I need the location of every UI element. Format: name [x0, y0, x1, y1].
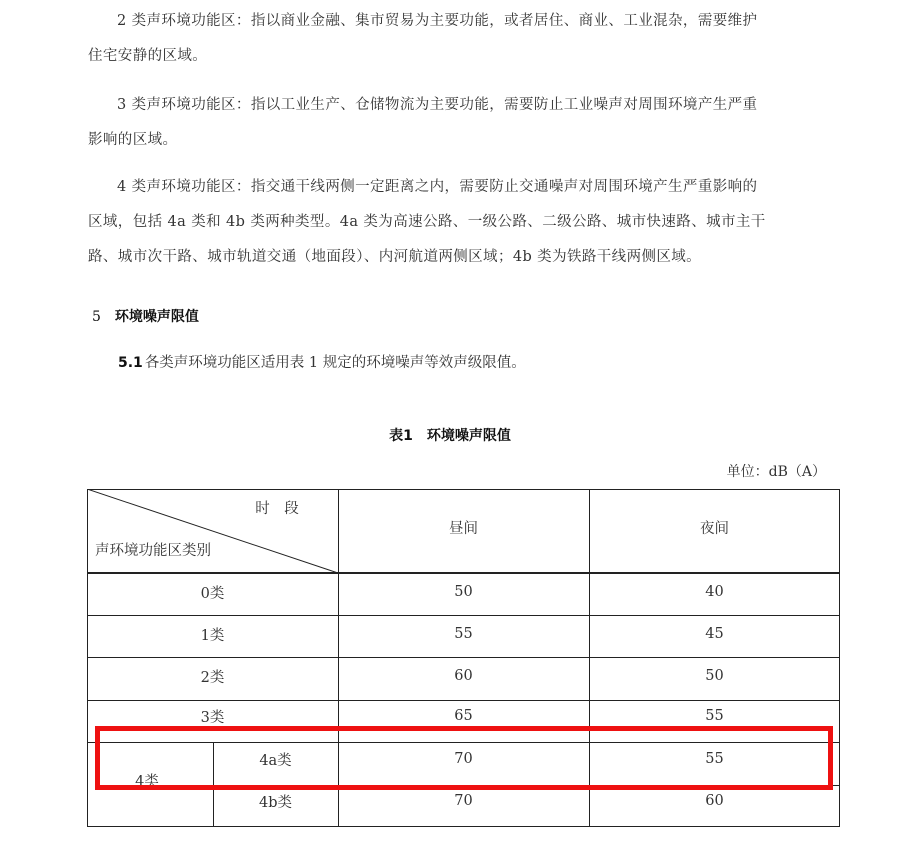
paragraph-class-2 — [88, 4, 833, 74]
row-0-night: 40 — [705, 584, 724, 600]
row-3-day: 65 — [454, 708, 473, 724]
table-border-bottom — [87, 826, 840, 827]
section-title-text: 环境噪声限值 — [114, 309, 199, 325]
paragraph-line: 路、城市次干路、城市轨道交通（地面段）、内河航道两侧区域；4b 类为铁路干线两侧区域。 — [88, 249, 702, 265]
row-0-day: 50 — [454, 584, 473, 600]
table-caption — [0, 425, 900, 445]
paragraph-class-3 — [88, 88, 833, 158]
paragraph-line: 住宅安静的区域。 — [88, 48, 208, 64]
clause-text: 各类声环境功能区适用表 1 规定的环境噪声等效声级限值。 — [144, 355, 526, 371]
table-caption-title: 环境噪声限值 — [426, 428, 511, 444]
paragraph-line: 3 类声环境功能区：指以工业生产、仓储物流为主要功能，需要防止工业噪声对周围环境产生严重 — [117, 97, 758, 113]
row-4b-night: 60 — [705, 793, 724, 809]
table-caption-number: 表1 — [389, 428, 413, 444]
header-night: 夜间 — [700, 520, 729, 537]
clause-5-1 — [118, 351, 526, 372]
row-3-category: 3类 — [200, 709, 225, 726]
row-2-night: 50 — [705, 668, 724, 684]
row-0-category: 0类 — [200, 585, 225, 602]
row-1-night: 45 — [705, 626, 724, 642]
paragraph-line: 4 类声环境功能区：指交通干线两侧一定距离之内，需要防止交通噪声对周围环境产生严重影响的 — [117, 179, 758, 195]
row-4a-night: 55 — [705, 751, 724, 767]
row-3-night: 55 — [705, 708, 724, 724]
row-4b-category: 4b类 — [258, 794, 292, 811]
table-unit: 单位：dB（A） — [726, 464, 826, 480]
paragraph-line: 2 类声环境功能区：指以商业金融、集市贸易为主要功能，或者居住、商业、工业混杂，需要维护 — [117, 13, 758, 29]
row-1-category: 1类 — [200, 627, 225, 644]
header-day: 昼间 — [449, 520, 478, 537]
row-4b-day: 70 — [454, 793, 473, 809]
row-2-day: 60 — [454, 668, 473, 684]
row-4a-day: 70 — [454, 751, 473, 767]
group-4-category: 4类 — [135, 773, 159, 790]
highlight-box-4a-row — [95, 726, 833, 790]
clause-number: 5.1 — [118, 355, 143, 371]
row-1-day: 55 — [454, 626, 473, 642]
header-corner-category: 声环境功能区类别 — [95, 542, 211, 559]
section-heading — [92, 306, 199, 326]
paragraph-line: 影响的区域。 — [88, 132, 178, 148]
row-2-category: 2类 — [200, 669, 225, 686]
paragraph-line: 区域，包括 4a 类和 4b 类两种类型。4a 类为高速公路、一级公路、二级公路、城市快速路、城市主干 — [88, 214, 766, 230]
paragraph-class-4 — [88, 170, 833, 275]
row-4a-category: 4a类 — [259, 752, 292, 769]
header-corner-period: 时 段 — [255, 500, 299, 517]
section-number: 5 — [92, 309, 101, 325]
